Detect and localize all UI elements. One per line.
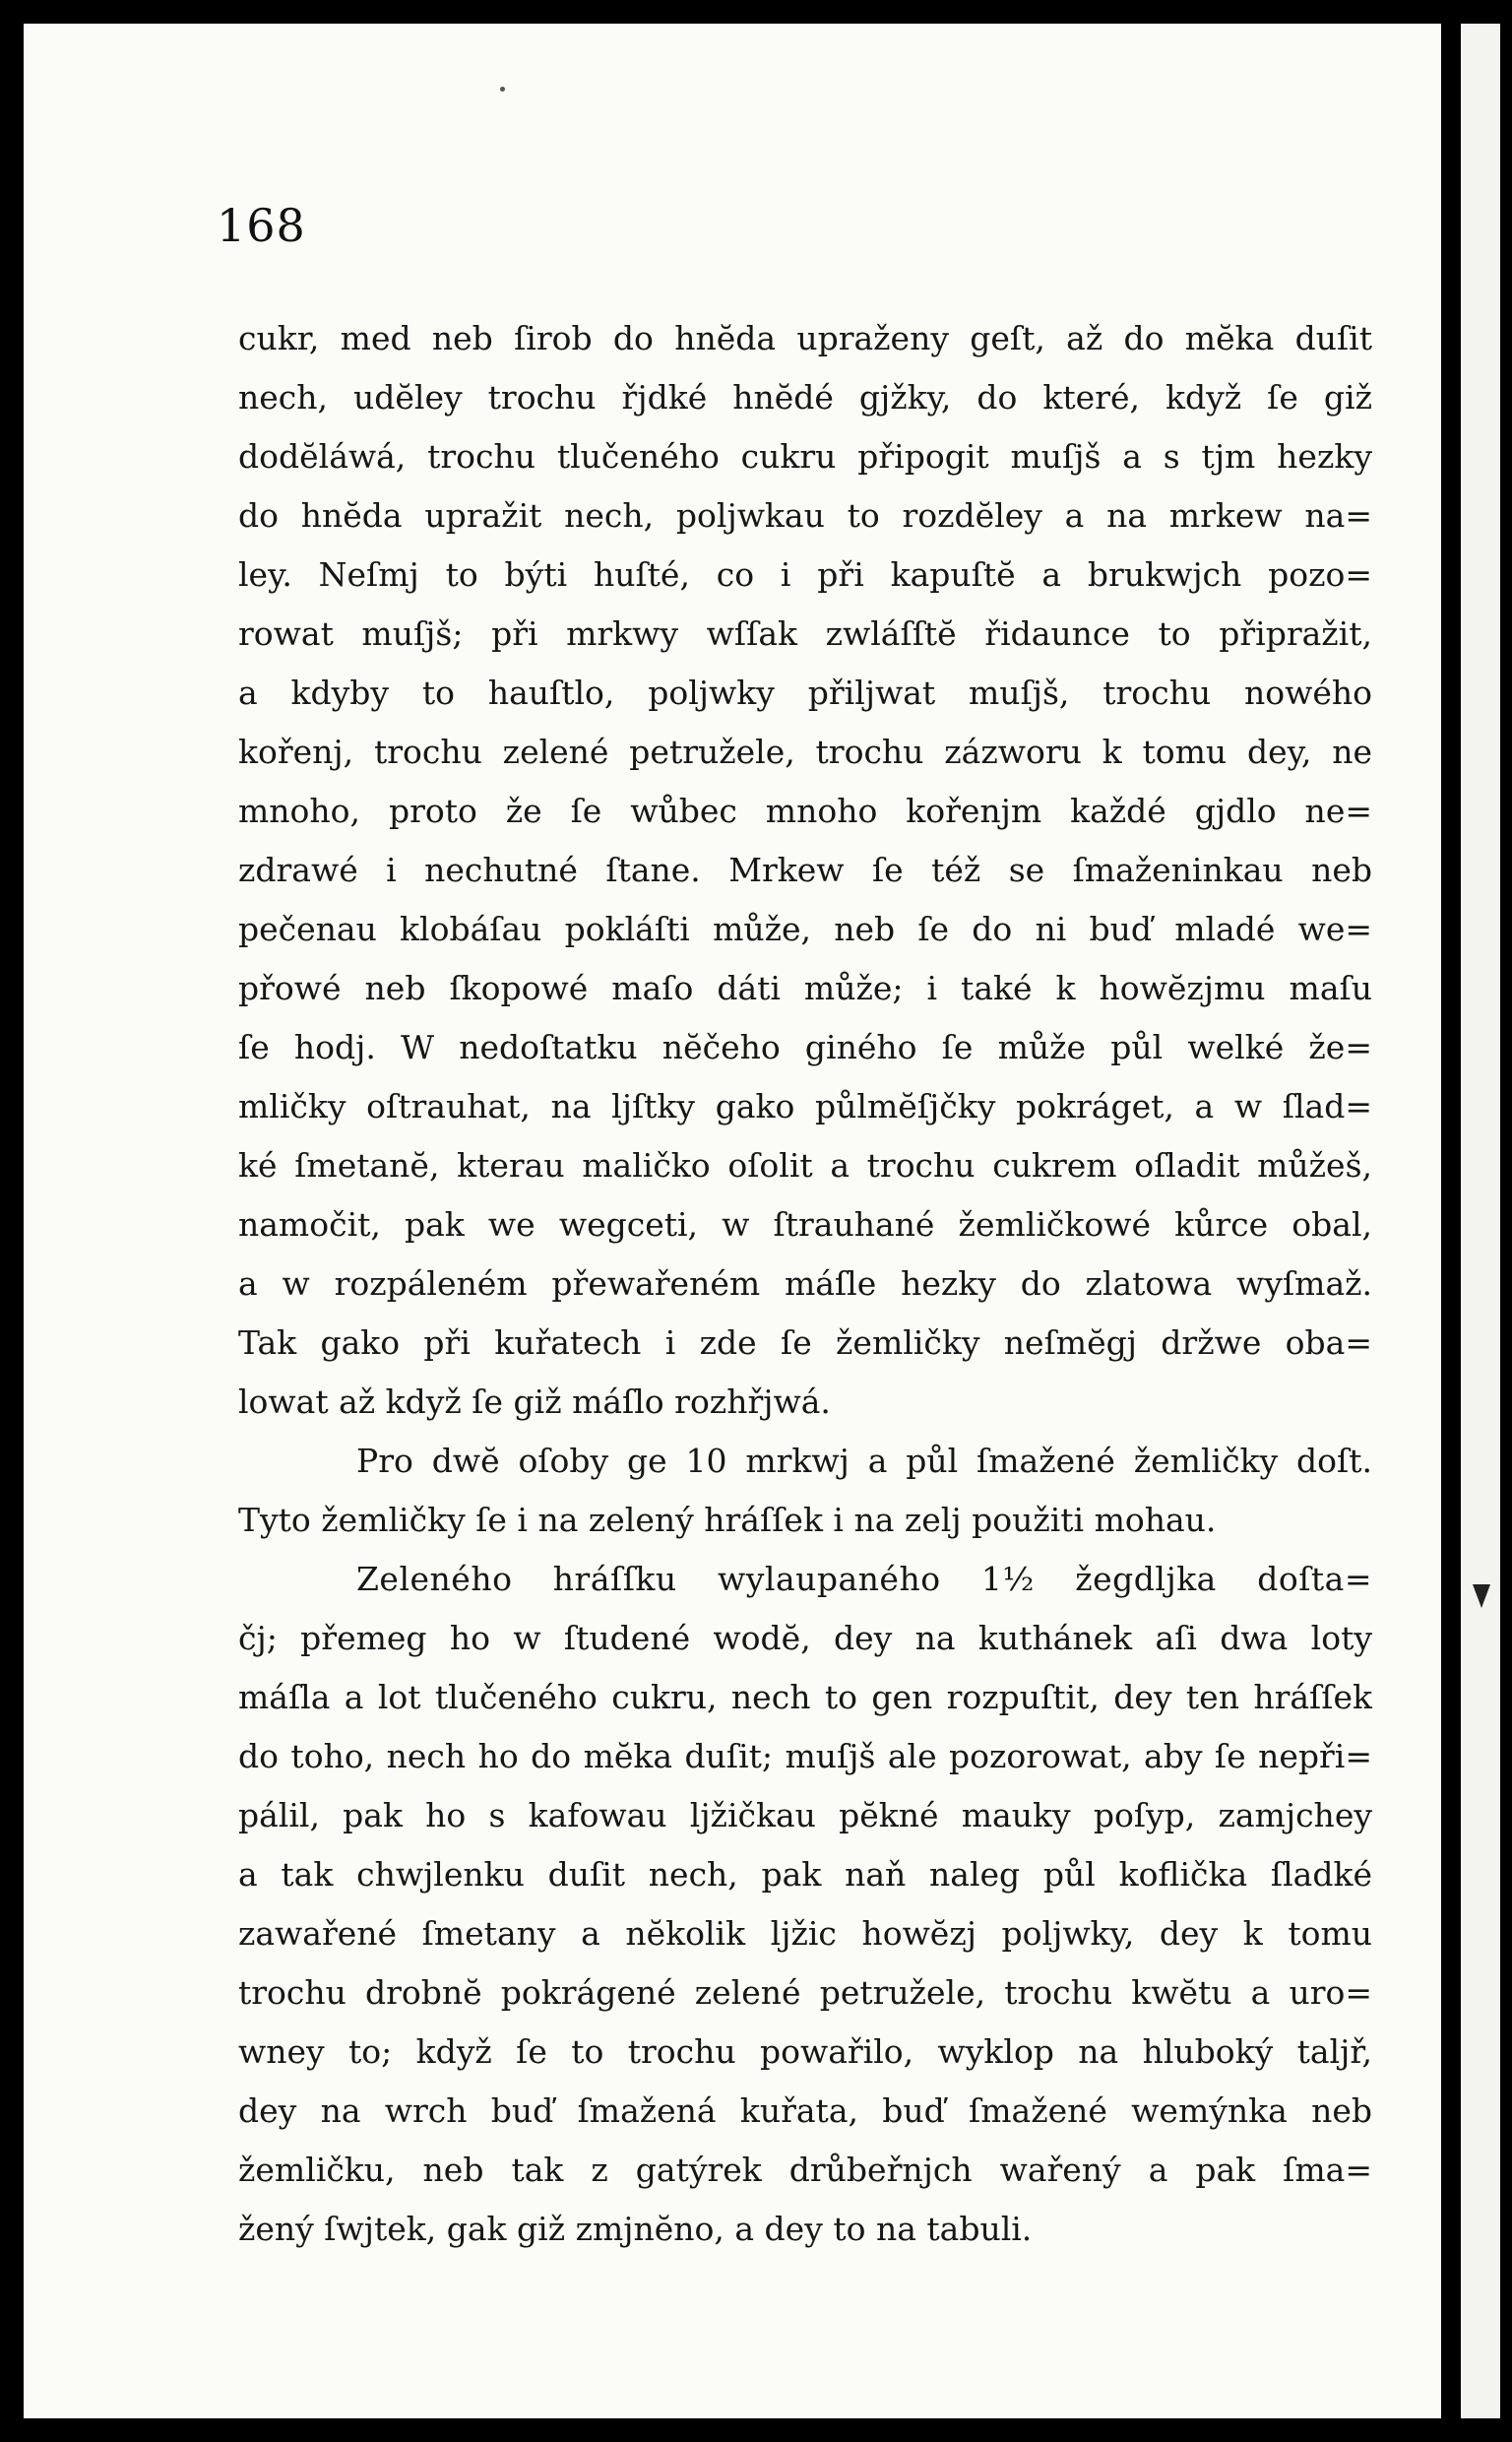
text-line: kořenj, trochu zelené petružele, trochu zázworu k tomu dey, ne <box>238 733 1372 771</box>
text-line: rowat muſjš; při mrkwy wſſak zwláſſtĕ řidaunce to připražit, <box>238 614 1372 653</box>
page-edge-marker <box>1473 1584 1490 1608</box>
page-speck <box>500 87 505 92</box>
text-line: ley. Neſmj to býti huſté, co i při kapuſtĕ a brukwjch pozo= <box>238 555 1372 594</box>
page-number: 168 <box>217 199 306 252</box>
text-line: do hnĕda upražit nech, poljwkau to rozdĕley a na mrkew na= <box>238 496 1372 535</box>
text-line: ké ſmetanĕ, kterau maličko oſolit a trochu cukrem oſladit můžeš, <box>238 1146 1372 1185</box>
text-line: pečenau klobáſau pokláſti může, neb ſe do ni buď mladé we= <box>238 910 1372 948</box>
text-line: přowé neb ſkopowé maſo dáti může; i také k howĕzjmu maſu <box>238 969 1372 1007</box>
text-line: Tak gako při kuřatech i zde ſe žemličky neſmĕgj držwe oba= <box>238 1323 1372 1362</box>
text-line: Tyto žemličky ſe i na zelený hráſſek i na zelj použiti mohau. <box>238 1501 1217 1539</box>
text-line: Zeleného hráſſku wylaupaného 1½ žegdljka doſta= <box>356 1560 1372 1598</box>
text-line: cukr, med neb ſirob do hnĕda upraženy geſt, až do mĕka duſit <box>238 319 1372 357</box>
text-line: žený ſwjtek, gak giž zmjnĕno, a dey to na tabuli. <box>238 2210 1033 2248</box>
adjacent-page-edge <box>1461 24 1500 2418</box>
text-line: a tak chwjlenku duſit nech, pak naň naleg půl koflička ſladké <box>238 1855 1372 1894</box>
text-line: zdrawé i nechutné ſtane. Mrkew ſe též se ſmaženinkau neb <box>238 851 1372 889</box>
text-line: čj; přemeg ho w ſtudené wodĕ, dey na kuthánek aſi dwa loty <box>238 1619 1372 1657</box>
text-line: nech, udĕley trochu řjdké hnĕdé gjžky, do které, když ſe giž <box>238 378 1372 417</box>
text-line: dey na wrch buď ſmažená kuřata, buď ſmažené wemýnka neb <box>238 2091 1372 2130</box>
text-line: ſe hodj. W nedoſtatku nĕčeho giného ſe může půl welké že= <box>238 1028 1372 1066</box>
text-line: zawařené ſmetany a nĕkolik ljžic howĕzj poljwky, dey k tomu <box>238 1914 1372 1953</box>
text-line: máſla a lot tlučeného cukru, nech to gen rozpuſtit, dey ten hráſſek <box>238 1678 1372 1716</box>
text-line: mličky oſtrauhat, na ljſtky gako půlmĕſjčky pokráget, a w ſlad= <box>238 1087 1372 1125</box>
text-line: do toho, nech ho do mĕka duſit; muſjš ale pozorowat, aby ſe nepři= <box>238 1737 1372 1775</box>
text-line: namočit, pak we wegceti, w ſtrauhané žemličkowé kůrce obal, <box>238 1205 1372 1244</box>
text-line: a w rozpáleném přewařeném máſle hezky do zlatowa wyſmaž. <box>238 1264 1372 1303</box>
text-line: lowat až když ſe giž máſlo rozhřjwá. <box>238 1382 831 1421</box>
text-line: a kdyby to hauſtlo, poljwky přiljwat muſjš, trochu nowého <box>238 674 1372 712</box>
text-line: dodĕláwá, trochu tlučeného cukru připogit muſjš a s tjm hezky <box>238 437 1372 476</box>
text-line: mnoho, proto že ſe wůbec mnoho kořenjm každé gjdlo ne= <box>238 792 1372 830</box>
text-line: pálil, pak ho s kafowau ljžičkau pĕkné mauky poſyp, zamjchey <box>238 1796 1372 1834</box>
book-page <box>24 24 1441 2418</box>
body-text <box>238 309 1372 2259</box>
text-line: žemličku, neb tak z gatýrek drůbeřnjch wařený a pak ſma= <box>238 2151 1372 2189</box>
text-line: wney to; když ſe to trochu powařilo, wyklop na hluboký taljř, <box>238 2032 1372 2071</box>
text-line: Pro dwĕ oſoby ge 10 mrkwj a půl ſmažené žemličky doſt. <box>356 1442 1372 1480</box>
text-line: trochu drobnĕ pokrágené zelené petružele, trochu kwĕtu a uro= <box>238 1973 1372 2012</box>
